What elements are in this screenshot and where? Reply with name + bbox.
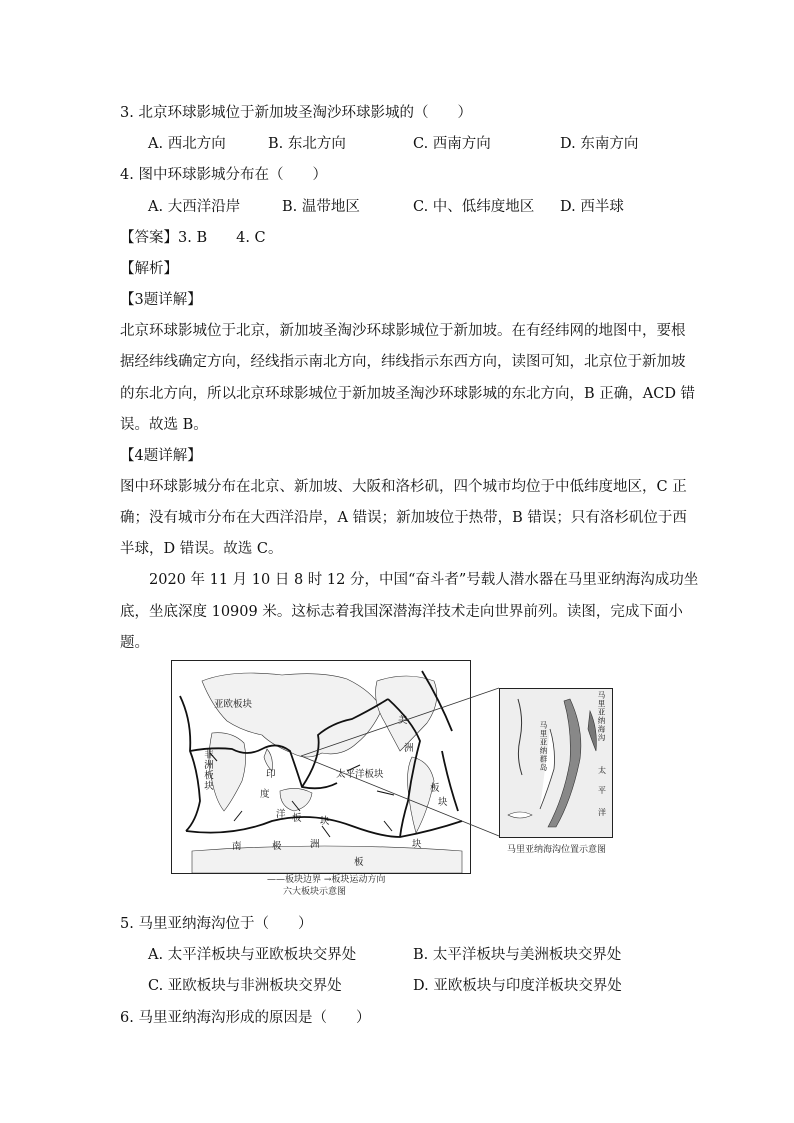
q5-option-d: D. 亚欧板块与印度洋板块交界处 (413, 978, 622, 994)
label-antarctic-2: 极 (272, 841, 282, 852)
label-indian-1: 印 (266, 769, 276, 780)
inset-caption: 马里亚纳海沟位置示意图 (507, 845, 607, 855)
label-indian-2: 度 (260, 789, 270, 800)
label-eurasian-plate: 亚欧板块 (214, 699, 253, 710)
mariana-inset (499, 688, 613, 838)
detail-4-heading: 【4题详解】 (120, 448, 202, 464)
label-antarctic-5: 块 (412, 839, 422, 850)
q4-option-d: D. 西半球 (560, 199, 624, 215)
map-legend: ——板块边界 →板块运动方向 (267, 875, 386, 885)
detail-3-line-1: 北京环球影城位于北京，新加坡圣淘沙环球影城位于新加坡。在有经纬网的地图中，要根 (120, 323, 686, 339)
detail-4-line-1: 图中环球影城分布在北京、新加坡、大阪和洛杉矶，四个城市均位于中低纬度地区，C 正 (120, 479, 687, 495)
intro-line-1: 2020 年 11 月 10 日 8 时 12 分，中国“奋斗者”号载人潜水器在马里亚纳海沟成功坐 (120, 572, 699, 588)
label-indian-4: 板 (292, 813, 302, 824)
inset-label-pacific-1: 太 (598, 766, 606, 775)
q5-option-c: C. 亚欧板块与非洲板块交界处 (148, 978, 342, 994)
q3-option-d: D. 东南方向 (560, 136, 639, 152)
question-5-stem: 5. 马里亚纳海沟位于（ ） (120, 916, 313, 932)
analysis-heading: 【解析】 (120, 261, 178, 277)
label-indian-5: 块 (320, 816, 330, 827)
q5-option-b: B. 太平洋板块与美洲板块交界处 (413, 947, 622, 963)
q4-option-b: B. 温带地区 (282, 199, 360, 215)
label-antarctic-1: 南 (232, 841, 242, 852)
intro-line-2: 底，坐底深度 10909 米。这标志着我国深潜海洋技术走向世界前列。读图，完成下面小 (120, 604, 683, 620)
inset-label-islands: 马里亚纳群岛 (539, 721, 548, 772)
label-american-1: 美 (398, 715, 408, 726)
label-antarctic-4: 板 (354, 857, 364, 868)
answer-line: 【答案】3. B 4. C (120, 230, 266, 246)
label-african-plate: 非洲板块 (202, 749, 213, 791)
detail-3-heading: 【3题详解】 (120, 292, 202, 308)
label-american-4: 块 (438, 797, 448, 808)
intro-line-3: 题。 (120, 635, 149, 651)
label-pacific-plate: 太平洋板块 (336, 769, 384, 780)
q3-option-b: B. 东北方向 (268, 136, 346, 152)
q4-option-c: C. 中、低纬度地区 (413, 199, 535, 215)
label-american-2: 洲 (404, 743, 414, 754)
question-6-stem: 6. 马里亚纳海沟形成的原因是（ ） (120, 1010, 371, 1026)
detail-3-line-2: 据经纬线确定方向，经线指示南北方向，纬线指示东西方向，读图可知，北京位于新加坡 (120, 354, 686, 370)
detail-3-line-3: 的东北方向，所以北京环球影城位于新加坡圣淘沙环球影城的东北方向，B 正确，ACD 错 (120, 386, 696, 402)
inset-label-trench: 马里亚纳海沟 (597, 691, 606, 742)
q3-option-c: C. 西南方向 (413, 136, 491, 152)
question-3-stem: 3. 北京环球影城位于新加坡圣淘沙环球影城的（ ） (120, 105, 472, 121)
inset-label-pacific-3: 洋 (598, 808, 606, 817)
q3-option-a: A. 西北方向 (148, 136, 226, 152)
inset-label-pacific-2: 平 (598, 786, 606, 795)
q5-option-a: A. 太平洋板块与亚欧板块交界处 (148, 947, 357, 963)
detail-4-line-3: 半球，D 错误。故选 C。 (120, 541, 283, 557)
label-antarctic-3: 洲 (310, 839, 320, 850)
main-map-caption: 六大板块示意图 (283, 887, 347, 897)
detail-3-line-4: 误。故选 B。 (120, 417, 208, 433)
label-american-3: 板 (430, 783, 440, 794)
q4-option-a: A. 大西洋沿岸 (148, 199, 241, 215)
question-4-stem: 4. 图中环球影城分布在（ ） (120, 167, 327, 183)
detail-4-line-2: 确；没有城市分布在大西洋沿岸，A 错误；新加坡位于热带，B 错误；只有洛杉矶位于西 (120, 510, 687, 526)
label-indian-3: 洋 (276, 809, 286, 820)
plate-figure (171, 660, 611, 897)
